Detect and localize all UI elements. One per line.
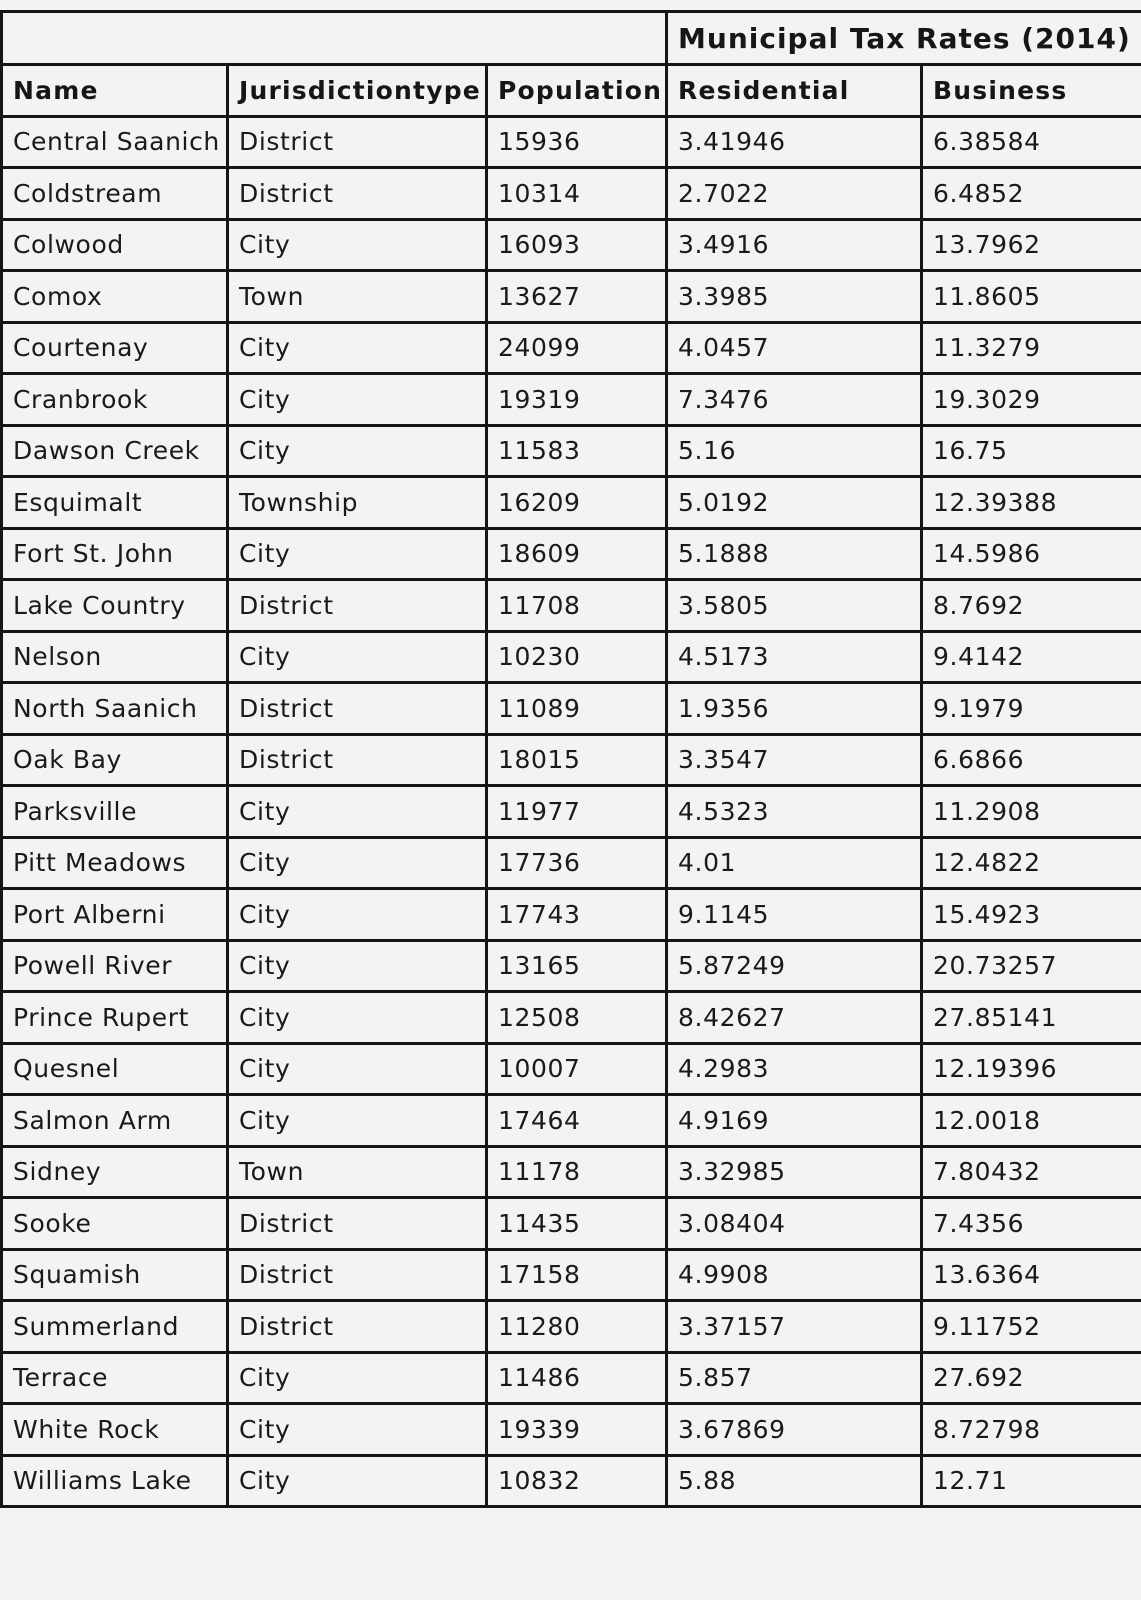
cell-residential: 4.2983 xyxy=(667,1043,922,1095)
cell-residential: 5.88 xyxy=(667,1455,922,1507)
cell-population: 17736 xyxy=(487,837,667,889)
table-row xyxy=(2,219,1141,271)
cell-name: Coldstream xyxy=(2,168,228,220)
cell-business: 9.11752 xyxy=(922,1301,1141,1353)
cell-name: Squamish xyxy=(2,1249,228,1301)
table-row xyxy=(2,116,1141,168)
cell-residential: 1.9356 xyxy=(667,683,922,735)
cell-name: Parksville xyxy=(2,786,228,838)
cell-population: 17158 xyxy=(487,1249,667,1301)
cell-population: 15936 xyxy=(487,116,667,168)
cell-population: 11486 xyxy=(487,1352,667,1404)
column-header-population: Population xyxy=(487,65,667,117)
table-row xyxy=(2,734,1141,786)
cell-residential: 5.16 xyxy=(667,425,922,477)
cell-jurisdictiontype: City xyxy=(228,1404,487,1456)
cell-jurisdictiontype: District xyxy=(228,116,487,168)
cell-population: 11977 xyxy=(487,786,667,838)
table-row xyxy=(2,528,1141,580)
cell-population: 11583 xyxy=(487,425,667,477)
table-row xyxy=(2,1198,1141,1250)
table-row xyxy=(2,683,1141,735)
cell-population: 18609 xyxy=(487,528,667,580)
table-body xyxy=(2,116,1141,1507)
cell-name: Dawson Creek xyxy=(2,425,228,477)
column-header-residential: Residential xyxy=(667,65,922,117)
cell-residential: 5.857 xyxy=(667,1352,922,1404)
cell-business: 27.692 xyxy=(922,1352,1141,1404)
cell-residential: 3.5805 xyxy=(667,580,922,632)
cell-jurisdictiontype: City xyxy=(228,889,487,941)
cell-jurisdictiontype: City xyxy=(228,374,487,426)
table-row xyxy=(2,1146,1141,1198)
cell-population: 13165 xyxy=(487,940,667,992)
cell-residential: 5.0192 xyxy=(667,477,922,529)
cell-residential: 8.42627 xyxy=(667,992,922,1044)
group-header-cell: Municipal Tax Rates (2014) xyxy=(667,12,1141,65)
cell-residential: 4.5173 xyxy=(667,631,922,683)
cell-name: Esquimalt xyxy=(2,477,228,529)
cell-business: 16.75 xyxy=(922,425,1141,477)
cell-jurisdictiontype: City xyxy=(228,940,487,992)
cell-jurisdictiontype: City xyxy=(228,1455,487,1507)
cell-population: 24099 xyxy=(487,322,667,374)
cell-jurisdictiontype: District xyxy=(228,580,487,632)
cell-business: 20.73257 xyxy=(922,940,1141,992)
cell-population: 10230 xyxy=(487,631,667,683)
cell-business: 9.4142 xyxy=(922,631,1141,683)
cell-residential: 3.67869 xyxy=(667,1404,922,1456)
cell-population: 11280 xyxy=(487,1301,667,1353)
table-row xyxy=(2,425,1141,477)
cell-residential: 3.32985 xyxy=(667,1146,922,1198)
cell-population: 11708 xyxy=(487,580,667,632)
cell-business: 7.4356 xyxy=(922,1198,1141,1250)
table-row xyxy=(2,1301,1141,1353)
cell-name: Lake Country xyxy=(2,580,228,632)
cell-business: 12.19396 xyxy=(922,1043,1141,1095)
cell-jurisdictiontype: City xyxy=(228,425,487,477)
cell-population: 19339 xyxy=(487,1404,667,1456)
table-row xyxy=(2,889,1141,941)
cell-business: 12.4822 xyxy=(922,837,1141,889)
cell-population: 10007 xyxy=(487,1043,667,1095)
cell-residential: 7.3476 xyxy=(667,374,922,426)
cell-name: Salmon Arm xyxy=(2,1095,228,1147)
column-header-business: Business xyxy=(922,65,1141,117)
cell-residential: 5.87249 xyxy=(667,940,922,992)
cell-residential: 9.1145 xyxy=(667,889,922,941)
cell-name: Courtenay xyxy=(2,322,228,374)
cell-name: Central Saanich xyxy=(2,116,228,168)
group-header-row xyxy=(2,12,1141,65)
table-row xyxy=(2,786,1141,838)
cell-business: 8.7692 xyxy=(922,580,1141,632)
cell-population: 16093 xyxy=(487,219,667,271)
cell-residential: 3.3985 xyxy=(667,271,922,323)
column-header-row xyxy=(2,65,1141,117)
cell-population: 12508 xyxy=(487,992,667,1044)
cell-jurisdictiontype: City xyxy=(228,1095,487,1147)
table-row xyxy=(2,1352,1141,1404)
cell-business: 6.4852 xyxy=(922,168,1141,220)
cell-residential: 3.37157 xyxy=(667,1301,922,1353)
cell-name: Quesnel xyxy=(2,1043,228,1095)
cell-jurisdictiontype: Town xyxy=(228,1146,487,1198)
cell-business: 9.1979 xyxy=(922,683,1141,735)
cell-name: Pitt Meadows xyxy=(2,837,228,889)
cell-name: Oak Bay xyxy=(2,734,228,786)
cell-business: 6.6866 xyxy=(922,734,1141,786)
table-row xyxy=(2,1404,1141,1456)
cell-residential: 4.5323 xyxy=(667,786,922,838)
cell-business: 11.2908 xyxy=(922,786,1141,838)
cell-population: 11089 xyxy=(487,683,667,735)
table-row xyxy=(2,322,1141,374)
cell-name: Port Alberni xyxy=(2,889,228,941)
cell-residential: 3.08404 xyxy=(667,1198,922,1250)
cell-business: 6.38584 xyxy=(922,116,1141,168)
cell-name: Sidney xyxy=(2,1146,228,1198)
cell-name: Sooke xyxy=(2,1198,228,1250)
cell-population: 17743 xyxy=(487,889,667,941)
cell-jurisdictiontype: City xyxy=(228,1043,487,1095)
cell-jurisdictiontype: District xyxy=(228,168,487,220)
table-row xyxy=(2,580,1141,632)
municipal-tax-table xyxy=(0,10,1141,1508)
cell-jurisdictiontype: City xyxy=(228,219,487,271)
cell-business: 8.72798 xyxy=(922,1404,1141,1456)
cell-residential: 2.7022 xyxy=(667,168,922,220)
table-row xyxy=(2,477,1141,529)
table-row xyxy=(2,374,1141,426)
cell-business: 14.5986 xyxy=(922,528,1141,580)
cell-jurisdictiontype: City xyxy=(228,837,487,889)
table-row xyxy=(2,992,1141,1044)
table-row xyxy=(2,1043,1141,1095)
table-row xyxy=(2,1095,1141,1147)
column-header-jurisdictiontype: Jurisdictiontype xyxy=(228,65,487,117)
cell-business: 13.7962 xyxy=(922,219,1141,271)
cell-population: 10314 xyxy=(487,168,667,220)
cell-jurisdictiontype: Township xyxy=(228,477,487,529)
table-row xyxy=(2,631,1141,683)
cell-population: 13627 xyxy=(487,271,667,323)
table-row xyxy=(2,837,1141,889)
cell-residential: 4.9169 xyxy=(667,1095,922,1147)
cell-population: 16209 xyxy=(487,477,667,529)
cell-name: Fort St. John xyxy=(2,528,228,580)
cell-name: Colwood xyxy=(2,219,228,271)
cell-business: 11.8605 xyxy=(922,271,1141,323)
blank-header-cell xyxy=(2,12,667,65)
cell-population: 19319 xyxy=(487,374,667,426)
cell-population: 11178 xyxy=(487,1146,667,1198)
cell-population: 17464 xyxy=(487,1095,667,1147)
cell-residential: 5.1888 xyxy=(667,528,922,580)
cell-population: 10832 xyxy=(487,1455,667,1507)
cell-business: 15.4923 xyxy=(922,889,1141,941)
cell-business: 13.6364 xyxy=(922,1249,1141,1301)
cell-population: 11435 xyxy=(487,1198,667,1250)
cell-population: 18015 xyxy=(487,734,667,786)
cell-jurisdictiontype: District xyxy=(228,734,487,786)
cell-jurisdictiontype: City xyxy=(228,528,487,580)
cell-jurisdictiontype: District xyxy=(228,683,487,735)
cell-residential: 4.0457 xyxy=(667,322,922,374)
cell-name: North Saanich xyxy=(2,683,228,735)
cell-name: Williams Lake xyxy=(2,1455,228,1507)
cell-jurisdictiontype: City xyxy=(228,786,487,838)
cell-residential: 4.9908 xyxy=(667,1249,922,1301)
cell-name: Cranbrook xyxy=(2,374,228,426)
cell-residential: 3.41946 xyxy=(667,116,922,168)
cell-business: 12.71 xyxy=(922,1455,1141,1507)
cell-jurisdictiontype: City xyxy=(228,1352,487,1404)
cell-business: 19.3029 xyxy=(922,374,1141,426)
cell-business: 11.3279 xyxy=(922,322,1141,374)
cell-residential: 3.4916 xyxy=(667,219,922,271)
cell-name: Comox xyxy=(2,271,228,323)
cell-name: Terrace xyxy=(2,1352,228,1404)
cell-name: Summerland xyxy=(2,1301,228,1353)
table-row xyxy=(2,1455,1141,1507)
cell-name: Prince Rupert xyxy=(2,992,228,1044)
cell-business: 12.39388 xyxy=(922,477,1141,529)
cell-jurisdictiontype: City xyxy=(228,992,487,1044)
cell-name: Nelson xyxy=(2,631,228,683)
cell-jurisdictiontype: District xyxy=(228,1249,487,1301)
cell-jurisdictiontype: City xyxy=(228,322,487,374)
table-row xyxy=(2,271,1141,323)
cell-residential: 4.01 xyxy=(667,837,922,889)
cell-business: 27.85141 xyxy=(922,992,1141,1044)
column-header-name: Name xyxy=(2,65,228,117)
table-row xyxy=(2,168,1141,220)
cell-business: 7.80432 xyxy=(922,1146,1141,1198)
cell-jurisdictiontype: Town xyxy=(228,271,487,323)
table-row xyxy=(2,1249,1141,1301)
table-row xyxy=(2,940,1141,992)
cell-jurisdictiontype: District xyxy=(228,1198,487,1250)
cell-jurisdictiontype: City xyxy=(228,631,487,683)
cell-name: Powell River xyxy=(2,940,228,992)
cell-name: White Rock xyxy=(2,1404,228,1456)
cell-business: 12.0018 xyxy=(922,1095,1141,1147)
cell-jurisdictiontype: District xyxy=(228,1301,487,1353)
cell-residential: 3.3547 xyxy=(667,734,922,786)
